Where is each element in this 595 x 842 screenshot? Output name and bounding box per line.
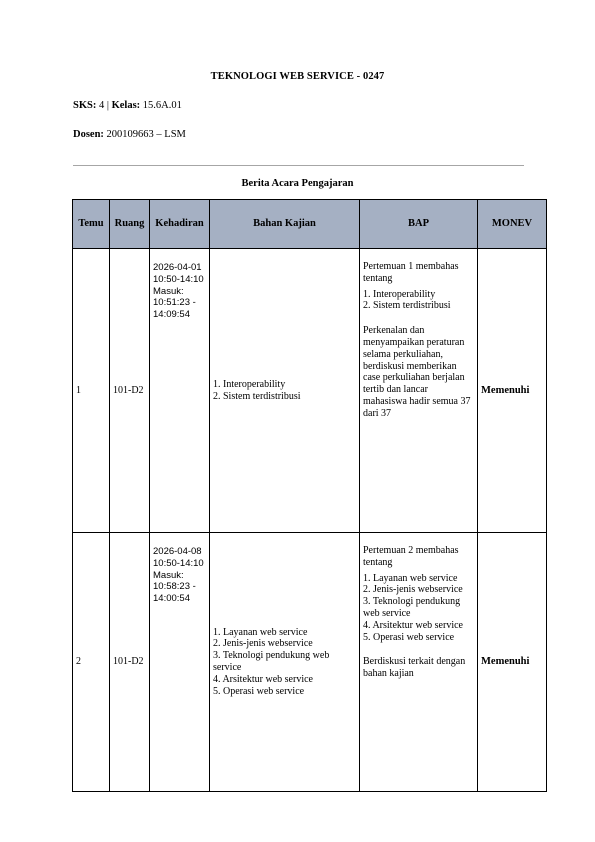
course-credits-class — [73, 100, 182, 111]
kelas-label: Kelas: — [111, 100, 141, 111]
header-ruang: Ruang — [110, 200, 150, 249]
dosen-value: 200109663 – LSM — [103, 129, 186, 140]
teaching-record-table — [72, 199, 547, 792]
header-temu: Temu — [73, 200, 110, 249]
sks-value: 4 | — [96, 100, 112, 111]
attendance-schedule: 2026-04-08 10:50-14:10 — [153, 546, 204, 569]
bap-list-item: 2. Jenis-jenis webservice — [363, 584, 463, 596]
bap-record — [360, 533, 478, 792]
room: 101-D2 — [110, 249, 150, 533]
table-row — [73, 533, 547, 792]
topic-item: 4. Arsitektur web service — [213, 673, 313, 685]
bap-intro: Pertemuan 1 membahas tentang — [363, 261, 459, 284]
sks-label: SKS: — [73, 100, 97, 111]
bap-list-item: 5. Operasi web service — [363, 631, 455, 643]
study-topics — [210, 533, 360, 792]
bap-intro: Pertemuan 2 membahas tentang — [363, 545, 459, 568]
topic-item: 5. Operasi web service — [213, 685, 305, 697]
room: 101-D2 — [110, 533, 150, 792]
section-caption: Berita Acara Pengajaran — [241, 178, 354, 189]
attendance — [150, 249, 210, 533]
monev-status: Memenuhi — [478, 533, 547, 792]
bap-list — [363, 289, 474, 313]
bap-list-item: 4. Arsitektur web service — [363, 619, 463, 631]
meeting-number: 1 — [73, 249, 110, 533]
course-lecturer — [73, 129, 186, 140]
topic-item: 2. Sistem terdistribusi — [213, 390, 301, 402]
bap-list-item: 1. Interoperability — [363, 288, 436, 300]
bap-list — [363, 573, 474, 644]
table-row — [73, 249, 547, 533]
header-bahan-kajian: Bahan Kajian — [210, 200, 360, 249]
attendance-actual: Masuk: 10:58:23 - 14:00:54 — [153, 569, 196, 605]
course-title: TEKNOLOGI WEB SERVICE - 0247 — [210, 71, 385, 82]
topic-item: 2. Jenis-jenis webservice — [213, 638, 313, 650]
topic-item: 1. Interoperability — [213, 378, 286, 390]
topic-item: 3. Teknologi pendukung web service — [213, 650, 330, 673]
bap-list-item: 2. Sistem terdistribusi — [363, 300, 451, 312]
topic-item: 1. Layanan web service — [213, 626, 308, 638]
header-monev: MONEV — [478, 200, 547, 249]
bap-note: Berdiskusi terkait dengan bahan kajian — [363, 656, 466, 680]
attendance-schedule: 2026-04-01 10:50-14:10 — [153, 262, 204, 285]
meeting-number: 2 — [73, 533, 110, 792]
attendance-actual: Masuk: 10:51:23 - 14:09:54 — [153, 285, 196, 321]
dosen-label: Dosen: — [73, 129, 104, 140]
attendance — [150, 533, 210, 792]
header-bap: BAP — [360, 200, 478, 249]
bap-list-item: 3. Teknologi pendukung web service — [363, 596, 461, 619]
study-topics — [210, 249, 360, 533]
table-header-row — [73, 200, 547, 249]
section-divider — [73, 165, 524, 166]
bap-record — [360, 249, 478, 533]
bap-list-item: 1. Layanan web service — [363, 572, 458, 584]
bap-note: Perkenalan dan menyampaikan peraturan selama perkuliahan, berdiskusi memberikan case perkuliahan berjalan tertib dan lancar mahasiswa hadir semua 37 dari 37 — [363, 325, 471, 419]
header-kehadiran: Kehadiran — [150, 200, 210, 249]
monev-status: Memenuhi — [478, 249, 547, 533]
kelas-value: 15.6A.01 — [140, 100, 182, 111]
